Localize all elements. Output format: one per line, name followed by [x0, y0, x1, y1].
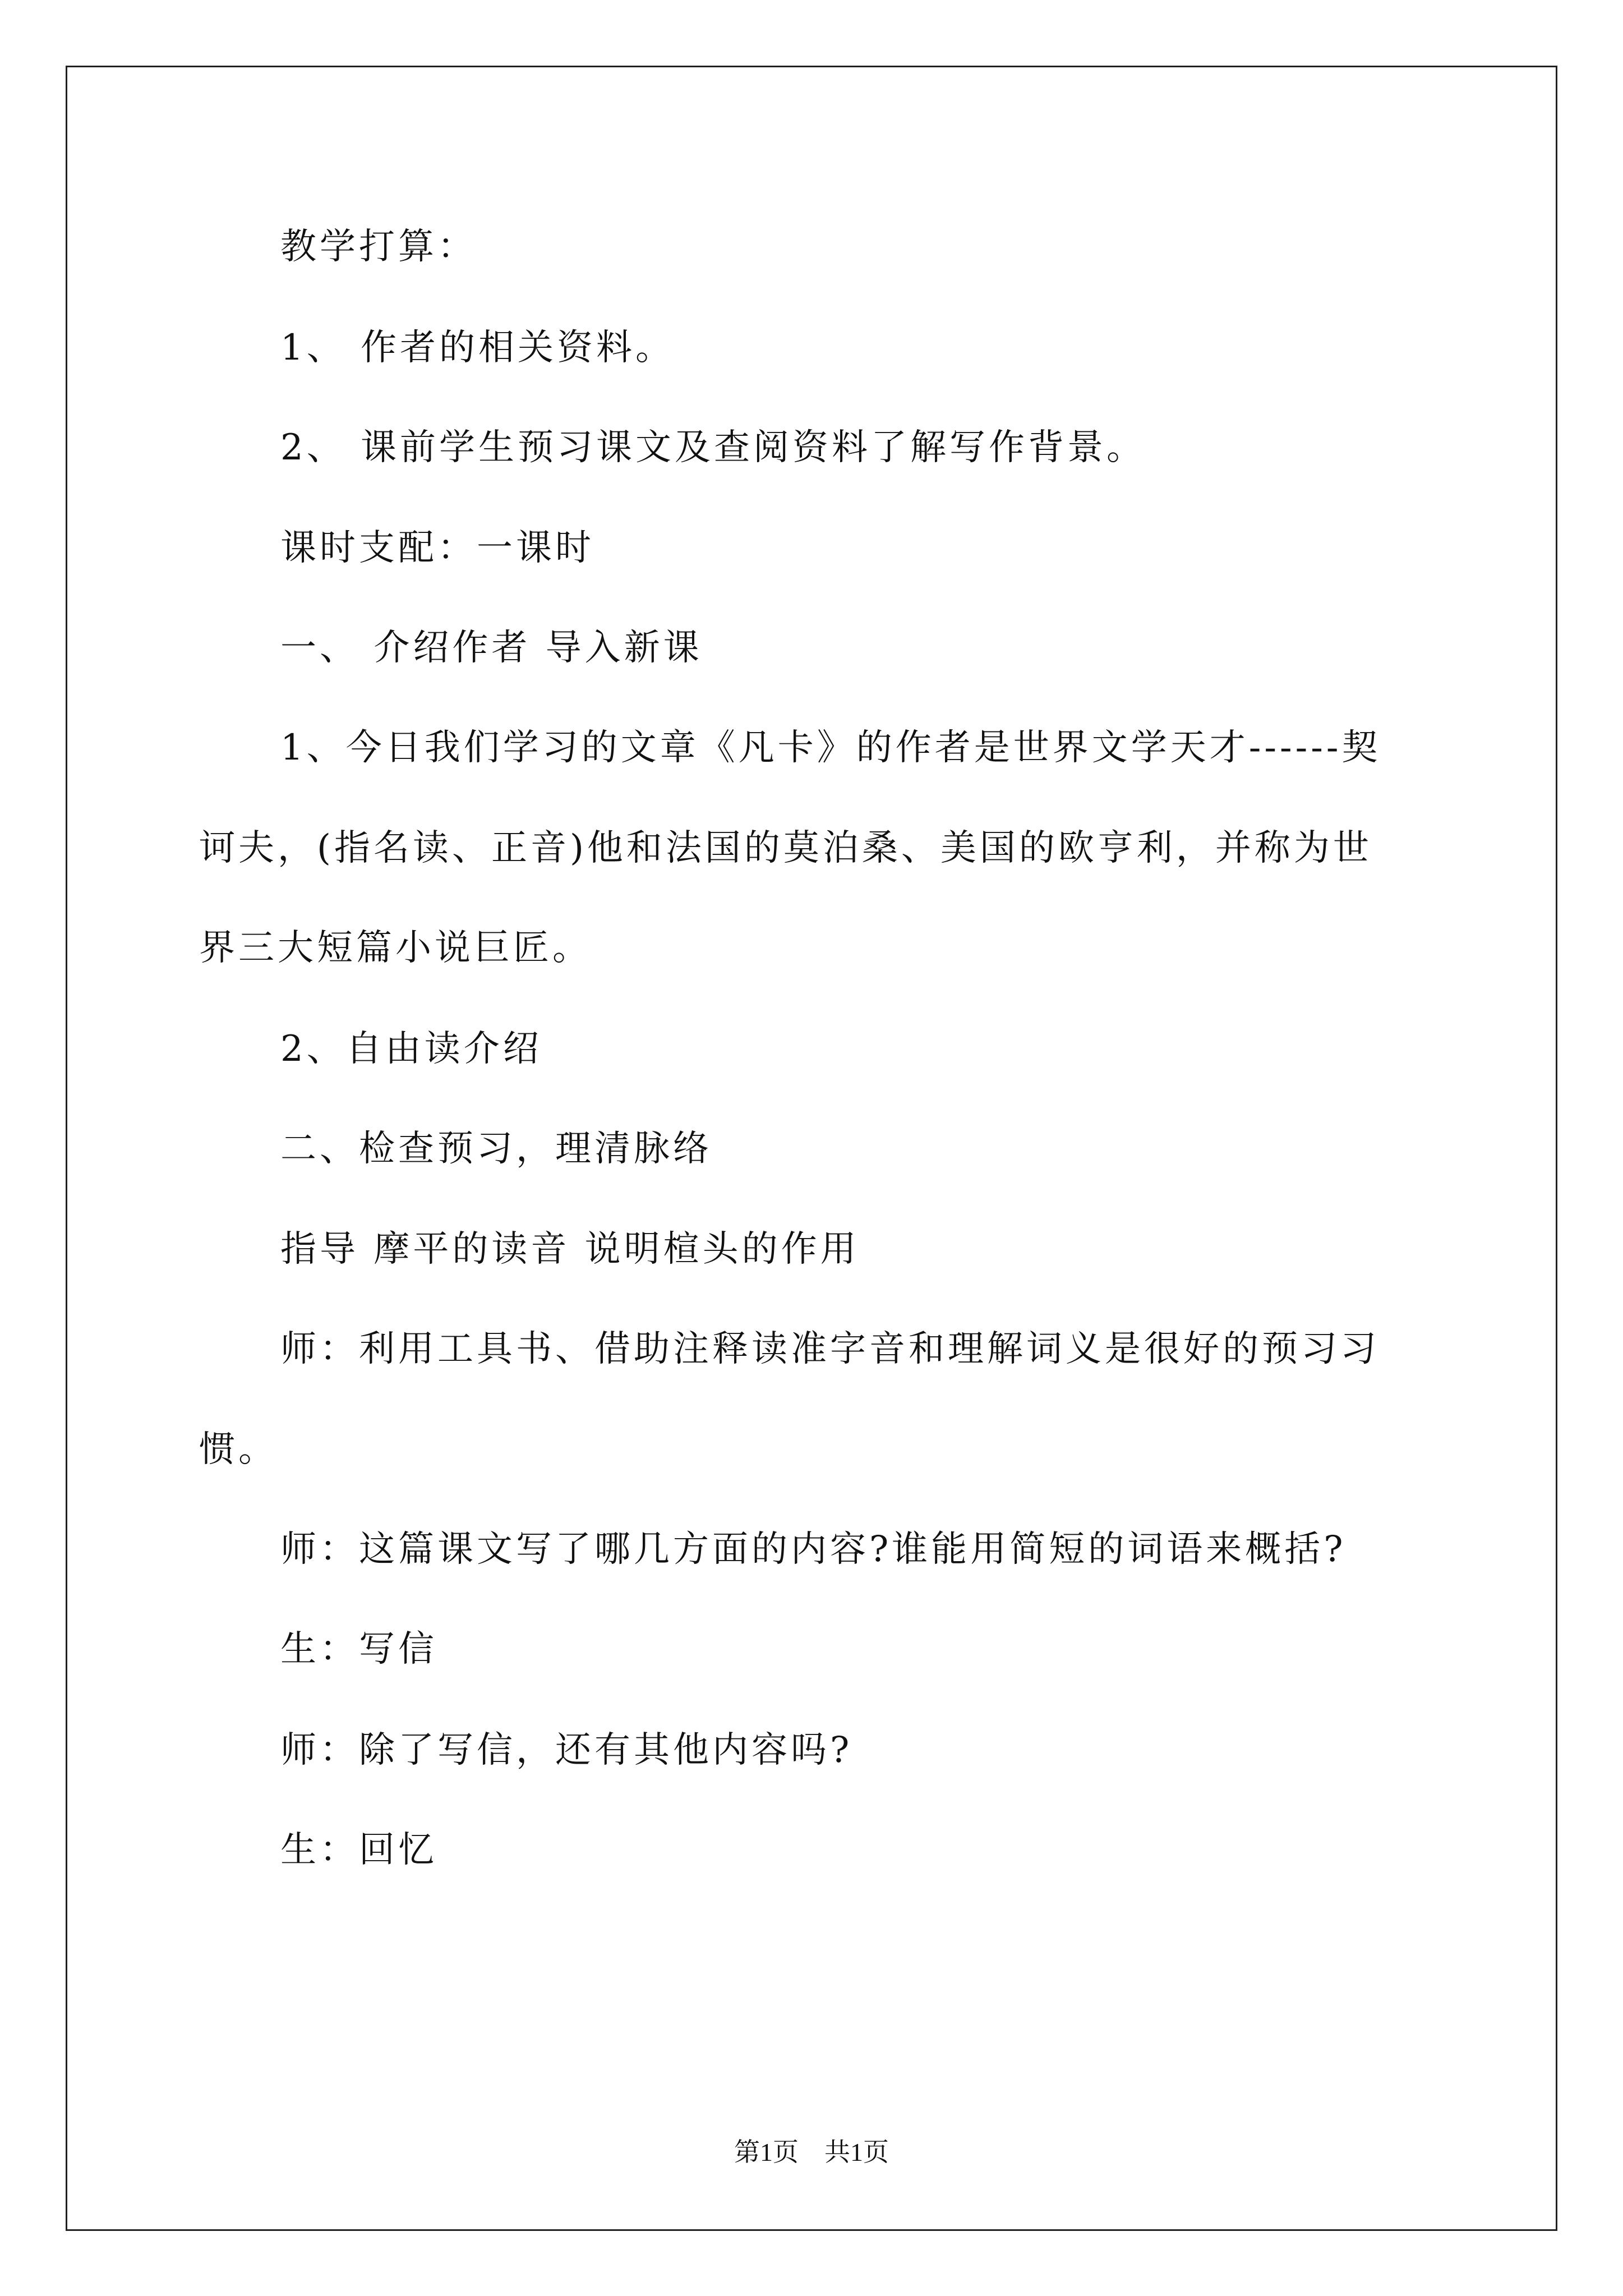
text-line: 指导 摩平的读音 说明楦头的作用: [280, 1228, 860, 1270]
text-line: 生：回忆: [280, 1829, 437, 1871]
text-line: 1、 作者的相关资料。: [280, 327, 675, 369]
text-line: 师：除了写信，还有其他内容吗?: [280, 1729, 853, 1771]
text-line: 诃夫，(指名读、正音)他和法国的莫泊桑、美国的欧亨利，并称为世: [199, 827, 1372, 869]
text-line: 1、今日我们学习的文章《凡卡》的作者是世界文学天才------契: [280, 727, 1381, 769]
text-line: 界三大短篇小说巨匠。: [199, 927, 592, 969]
text-line: 2、 课前学生预习课文及查阅资料了解写作背景。: [280, 427, 1146, 468]
text-line: 课时支配：一课时: [280, 527, 594, 569]
text-line: 2、自由读介绍: [280, 1028, 542, 1070]
text-line: 教学打算：: [280, 226, 477, 268]
text-line: 师：这篇课文写了哪几方面的内容?谁能用简短的词语来概括?: [280, 1529, 1347, 1570]
text-line: 师：利用工具书、借助注释读准字音和理解词义是很好的预习习: [280, 1328, 1380, 1370]
page-number-footer: 第1页 共1页: [734, 2138, 889, 2166]
text-line: 二、检查预习，理清脉络: [280, 1128, 712, 1170]
text-line: 生：写信: [280, 1628, 437, 1670]
text-line: 一、 介绍作者 导入新课: [280, 627, 703, 669]
text-line: 惯。: [199, 1429, 278, 1470]
